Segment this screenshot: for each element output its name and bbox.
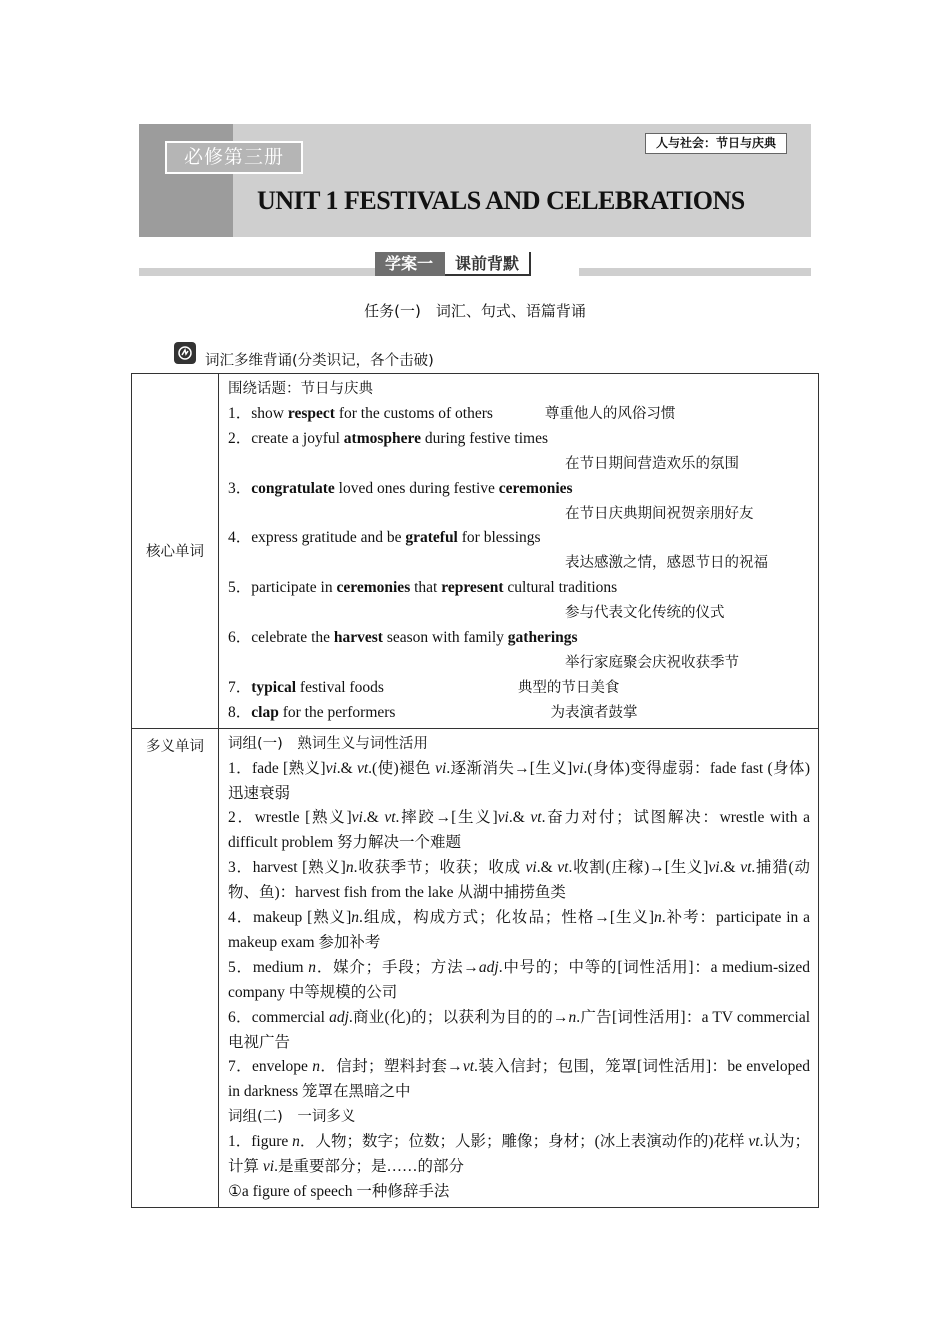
poly-row [132, 728, 819, 1207]
unit-banner [139, 124, 811, 237]
core-content [219, 374, 819, 729]
section-bar [139, 252, 811, 278]
group2-title: 词组(二) 一词多义 [228, 1109, 356, 1126]
poly-category: 多义单词 [132, 728, 219, 1207]
vocab-heading [174, 335, 434, 370]
vocab-heading-text: 词汇多维背诵(分类识记，各个击破) [205, 353, 434, 369]
example-line: ①a figure of speech 一种修辞手法 [228, 1183, 450, 1200]
list-item: 5．participate in ceremonies that represent cultural traditions [228, 579, 618, 597]
poly-content [219, 728, 819, 1207]
list-item: 6．commercial adj.商业(化)的；以获利为目的的→n.广告[词性活用]：a TV commercial 电视广告 [228, 1008, 811, 1051]
list-item-translation: 表达感激之情，感恩节日的祝福 [565, 555, 768, 572]
list-item: 8．clap for the performers 为表演者鼓掌 [228, 703, 638, 721]
list-item: 2．wrestle [熟义]vi.& vt.摔跤→[生义]vi.& vt.奋力对付；试图解决：wrestle with a difficult problem 努力解决一个难题 [228, 809, 810, 852]
list-item: 3．harvest [熟义]n.收获季节；收获；收成 vi.& vt.收割(庄稼)→[生义]vi.& vt.捕猎(动物、鱼)：harvest fish from the lake 从湖中捕捞鱼类 [228, 859, 810, 902]
list-item: 7．typical festival foods 典型的节日美食 [228, 678, 620, 696]
list-item: 4．express gratitude and be grateful for blessings [228, 529, 541, 547]
section-bar-line-left [139, 268, 375, 276]
list-item: 3．congratulate loved ones during festive ceremonies [228, 479, 573, 497]
pencil-loop-icon [174, 342, 196, 364]
unit-title: UNIT 1 FESTIVALS AND CELEBRATIONS [257, 186, 745, 215]
task-heading: 任务(一) 词汇、句式、语篇背诵 [364, 302, 586, 320]
list-item-translation: 举行家庭聚会庆祝收获季节 [565, 654, 739, 671]
book-label: 必修第三册 [165, 141, 303, 174]
list-item: 4．makeup [熟义]n.组成，构成方式；化妆品；性格→[生义]n.补考：participate in a makeup exam 参加补考 [228, 909, 811, 951]
vocab-table [131, 373, 819, 1208]
group1-title: 词组(一) 熟词生义与词性活用 [228, 735, 428, 752]
list-item: 1．fade [熟义]vi.& vt.(使)褪色 vi.逐渐消失→[生义]vi.(身体)变得虚弱：fade fast (身体)迅速衰弱 [228, 759, 811, 802]
list-item: 5．medium n．媒介；手段；方法→adj.中号的；中等的[词性活用]：a medium-sized company 中等规模的公司 [228, 958, 810, 1001]
list-item-translation: 参与代表文化传统的仪式 [565, 605, 725, 622]
list-item: 2．create a joyful atmosphere during festive times [228, 429, 548, 447]
section-label-b: 课前背默 [445, 252, 531, 276]
section-label [375, 252, 531, 276]
list-item: 7．envelope n．信封；塑料封套→vt.装入信封；包围，笼罩[词性活用]：be enveloped in darkness 笼罩在黑暗之中 [228, 1058, 810, 1101]
list-item-translation: 在节日期间营造欢乐的氛围 [565, 455, 739, 472]
list-item: 6．celebrate the harvest season with family gatherings [228, 629, 578, 647]
section-bar-line-right [579, 268, 811, 276]
core-category: 核心单词 [132, 374, 219, 729]
list-item-translation: 在节日庆典期间祝贺亲朋好友 [565, 505, 754, 522]
topic-tag: 人与社会：节日与庆典 [645, 133, 787, 154]
core-row [132, 374, 819, 729]
core-topic: 围绕话题：节日与庆典 [228, 381, 373, 397]
list-item: 1．figure n．人物；数字；位数；人影；雕像；身材；(冰上表演动作的)花样 vt.认为；计算 vi.是重要部分；是……的部分 [228, 1133, 810, 1176]
list-item: 1．show respect for the customs of others 尊重他人的风俗习惯 [228, 404, 676, 422]
section-label-a: 学案一 [375, 252, 445, 276]
